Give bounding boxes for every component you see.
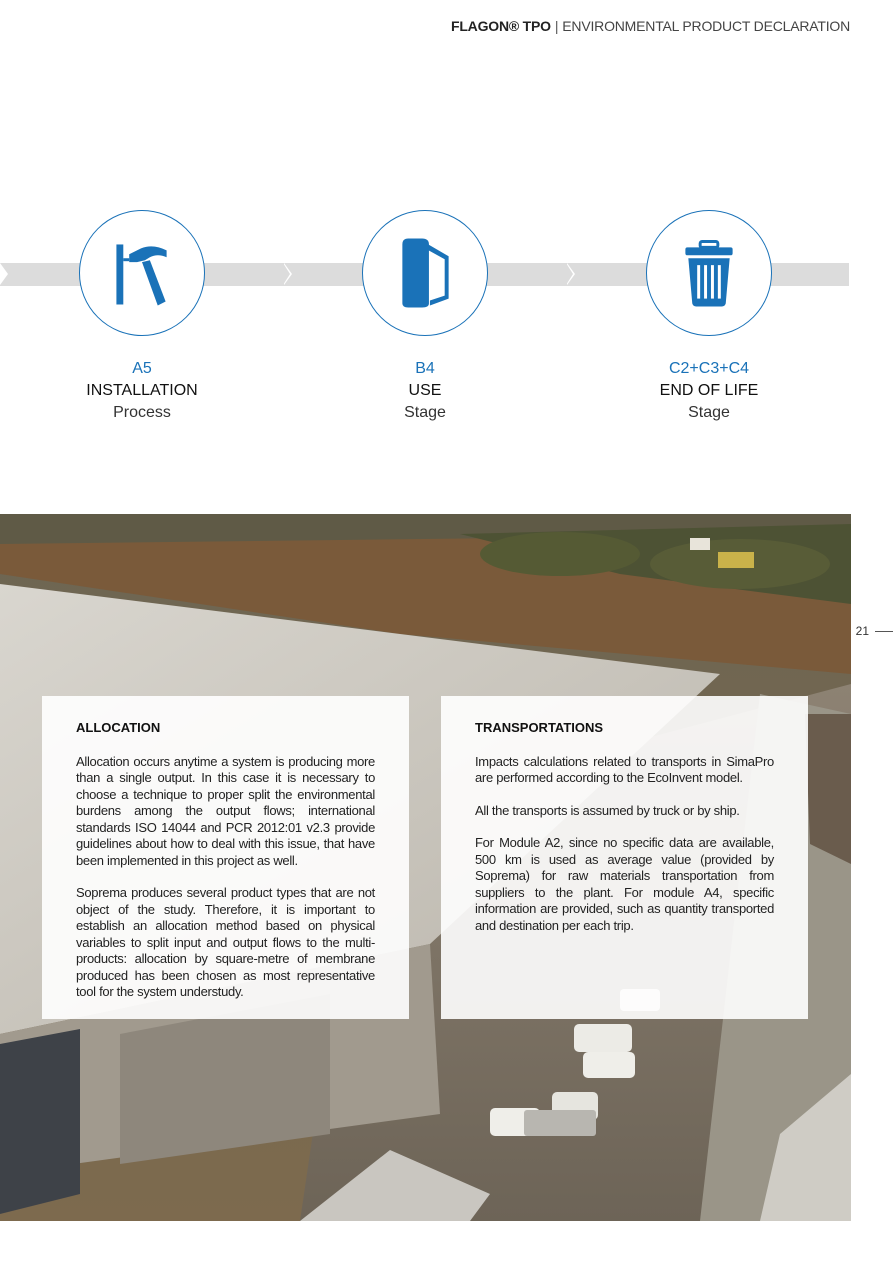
membrane-roll-icon [362, 210, 488, 336]
transportations-panel [441, 696, 808, 1019]
trash-bin-icon [646, 210, 772, 336]
stage-c-label [609, 358, 809, 424]
transportations-paragraph: Impacts calculations related to transports in SimaPro are performed according to the EcoInvent model. [475, 753, 774, 785]
transportations-heading: TRANSPORTATIONS [475, 720, 604, 735]
hammer-icon [79, 210, 205, 336]
allocation-heading: ALLOCATION [76, 720, 161, 735]
allocation-panel [42, 696, 409, 1019]
stage-code: C2+C3+C4 [668, 360, 750, 377]
document-title: ENVIRONMENTAL PRODUCT DECLARATION [562, 18, 850, 34]
stage-subtitle: Stage [688, 404, 730, 421]
page-number-text: 21 [855, 624, 869, 638]
allocation-paragraph: Allocation occurs anytime a system is producing more than a single output. In this case it is necessary to choose a technique to proper split the environmental burdens among the output flows; international standards ISO 14044 and PCR 2012:01 v2.3 provide guidelines about how to deal with this issue, that have been implemented in this project as well. [76, 753, 375, 868]
stage-subtitle: Stage [404, 404, 446, 421]
stage-title: END OF LIFE [659, 382, 759, 399]
stage-code: B4 [415, 360, 435, 377]
stage-a5-label [42, 358, 242, 424]
brand-name: FLAGON® TPO [450, 18, 551, 34]
stage-title: USE [408, 382, 442, 399]
transportations-paragraph: For Module A2, since no specific data are available, 500 km is used as average value (provided by Soprema) for raw materials transportation from suppliers to the plant. For module A4, specific information are provided, such as quantity transported and destination per each trip. [475, 835, 774, 933]
transportations-paragraph: All the transports is assumed by truck or by ship. [475, 802, 740, 818]
page-header [451, 18, 850, 34]
band-chevron [0, 263, 8, 285]
page-number [856, 624, 893, 638]
band-chevron-point [566, 263, 573, 285]
header-separator: | [554, 18, 559, 34]
stage-b4-label [325, 358, 525, 424]
band-chevron-point [283, 263, 290, 285]
stage-title: INSTALLATION [86, 382, 198, 399]
stage-subtitle: Process [113, 404, 171, 421]
stage-code: A5 [132, 360, 152, 377]
page-number-dash [875, 631, 893, 632]
allocation-paragraph: Soprema produces several product types that are not object of the study. Therefore, it is important to establish an allocation method based on physical variables to split input and output flows to the multi-products: allocation by square-metre of membrane produced has been chosen as most representative tool for the system understudy. [76, 885, 375, 999]
